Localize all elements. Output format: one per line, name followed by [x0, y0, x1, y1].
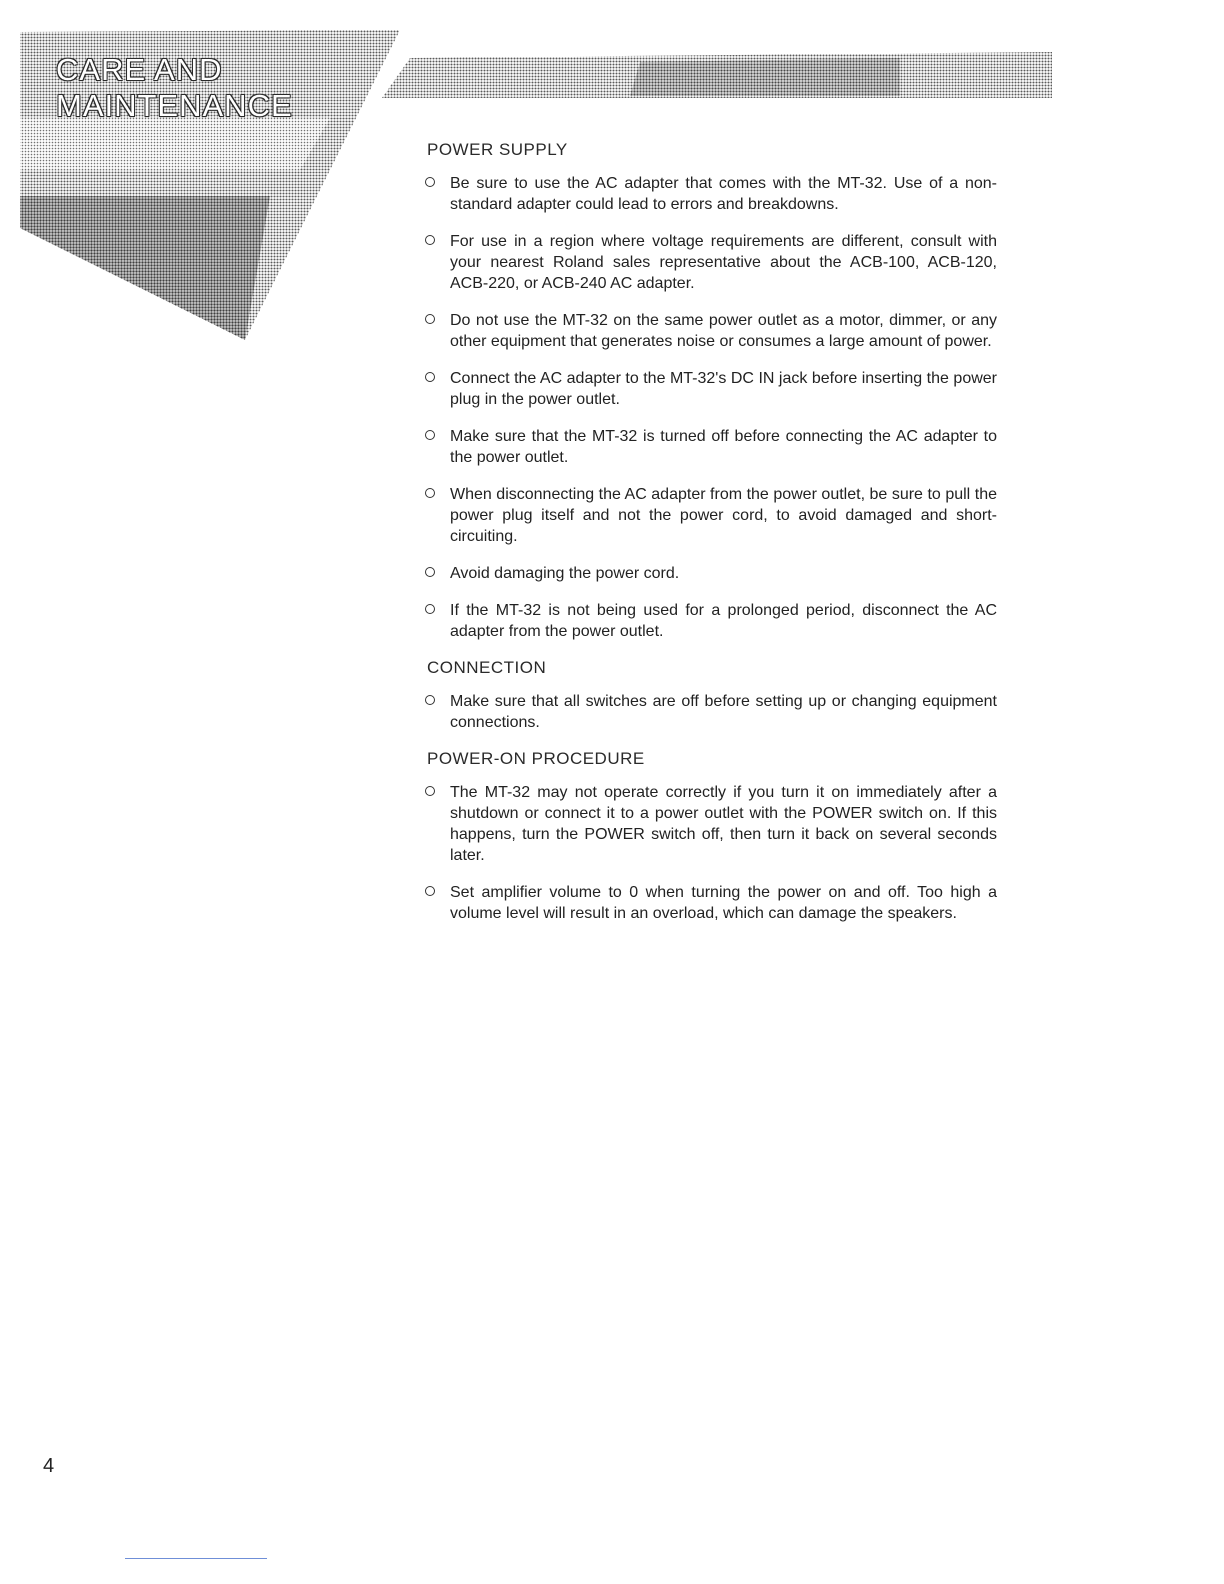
top-halftone-banner-dark: [630, 58, 900, 96]
list-item: [422, 426, 997, 468]
bullet-list: [422, 691, 997, 733]
list-item-text: Do not use the MT-32 on the same power outlet as a motor, dimmer, or any other equipment that generates noise or consumes a large amount of power.: [450, 312, 997, 350]
list-item-text: The MT-32 may not operate correctly if you turn it on immediately after a shutdown or connect it to a power outlet with the POWER switch on. If this happens, turn the POWER switch off, then turn it back on several seconds later.: [450, 784, 997, 864]
bullet-list: [422, 173, 997, 642]
circle-bullet-icon: [425, 695, 435, 705]
page-title: [56, 52, 293, 124]
list-item-text: If the MT-32 is not being used for a prolonged period, disconnect the AC adapter from the power outlet.: [450, 602, 997, 640]
list-item: [422, 368, 997, 410]
list-item-text: Make sure that all switches are off before setting up or changing equipment connections.: [450, 693, 997, 731]
list-item-text: Set amplifier volume to 0 when turning the power on and off. Too high a volume level will result in an overload, which can damage the speakers.: [450, 884, 997, 922]
footer-divider: [125, 1558, 267, 1559]
circle-bullet-icon: [425, 235, 435, 245]
list-item: [422, 484, 997, 547]
circle-bullet-icon: [425, 372, 435, 382]
list-item: [422, 691, 997, 733]
circle-bullet-icon: [425, 604, 435, 614]
list-item: [422, 231, 997, 294]
page-title-line-2: MAINTENANCE: [56, 88, 293, 123]
page-number: 4: [43, 1455, 55, 1477]
list-item-text: When disconnecting the AC adapter from the power outlet, be sure to pull the power plug itself and not the power cord, to avoid damaged and short-circuiting.: [450, 486, 997, 545]
list-item: [422, 563, 997, 584]
bullet-list: [422, 782, 997, 924]
section-heading: POWER-ON PROCEDURE: [427, 749, 645, 768]
section-heading: POWER SUPPLY: [427, 140, 568, 159]
list-item: [422, 310, 997, 352]
section-power-on-procedure: [422, 749, 997, 924]
circle-bullet-icon: [425, 430, 435, 440]
list-item: [422, 882, 997, 924]
section-heading: CONNECTION: [427, 658, 547, 677]
list-item: [422, 173, 997, 215]
list-item-text: Avoid damaging the power cord.: [450, 565, 680, 582]
circle-bullet-icon: [425, 886, 435, 896]
list-item-text: For use in a region where voltage requirements are different, consult with your nearest Roland sales representative about the ACB-100, ACB-120, ACB-220, or ACB-240 AC adapter.: [450, 233, 997, 292]
list-item: [422, 782, 997, 866]
list-item-text: Make sure that the MT-32 is turned off before connecting the AC adapter to the power outlet.: [450, 428, 997, 466]
circle-bullet-icon: [425, 488, 435, 498]
section-connection: [422, 658, 997, 733]
section-power-supply: [422, 140, 997, 642]
corner-halftone-shadow: [20, 196, 270, 340]
list-item-text: Be sure to use the AC adapter that comes with the MT-32. Use of a non-standard adapter could lead to errors and breakdowns.: [450, 175, 997, 213]
list-item-text: Connect the AC adapter to the MT-32's DC IN jack before inserting the power plug in the power outlet.: [450, 370, 997, 408]
main-content: [422, 140, 997, 940]
list-item: [422, 600, 997, 642]
circle-bullet-icon: [425, 177, 435, 187]
circle-bullet-icon: [425, 786, 435, 796]
circle-bullet-icon: [425, 314, 435, 324]
corner-halftone-highlight: [20, 118, 330, 170]
circle-bullet-icon: [425, 567, 435, 577]
page-title-line-1: CARE AND: [56, 52, 223, 87]
